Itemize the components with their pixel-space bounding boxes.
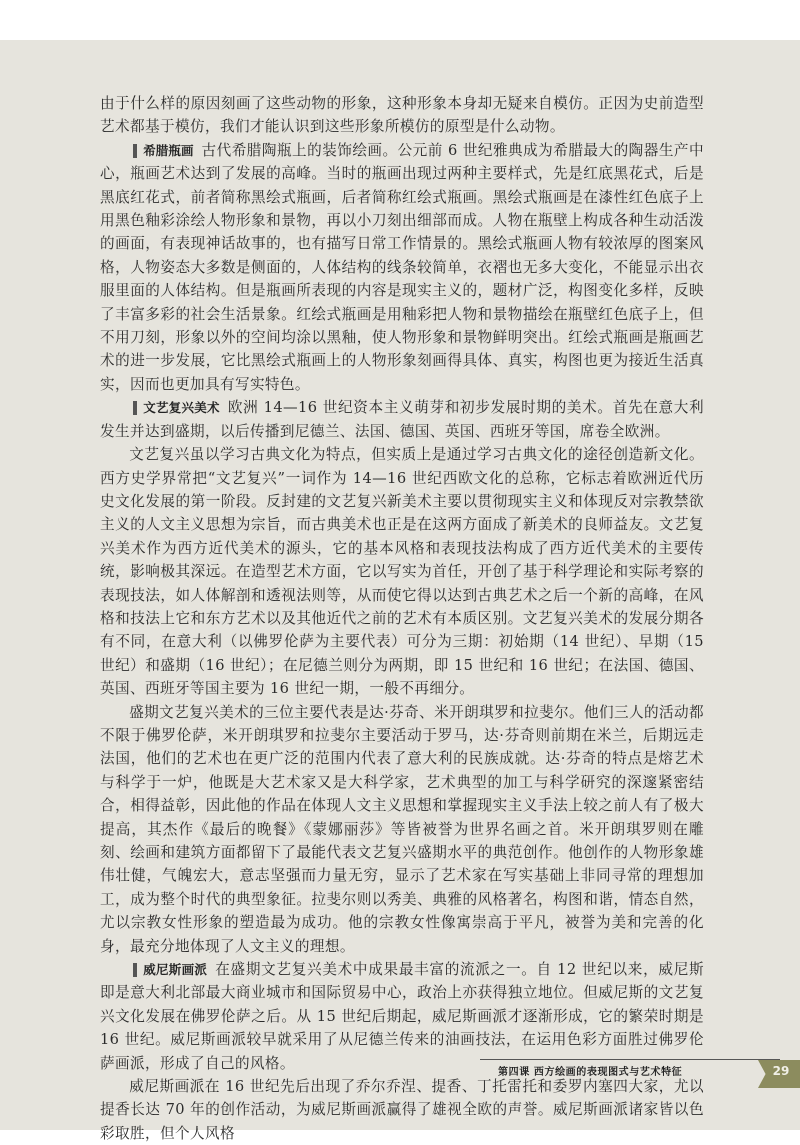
- paragraph-text: 威尼斯画派在 16 世纪先后出现了乔尔乔涅、提香、丁托雷托和委罗内塞四大家，尤以提香长达 70 年的创作活动，为威尼斯画派赢得了雄视全欧的声誉。威尼斯画派诸家皆以色彩取胜，但个人风格: [100, 1078, 704, 1142]
- page-number: 29: [772, 1064, 790, 1078]
- paragraph-text: 文艺复兴虽以学习古典文化为特点，但实质上是通过学习古典文化的途径创造新文化。西方史学界常把“文艺复兴”一词作为 14—16 世纪西欧文化的总称，它标志着欧洲近代历史文化发展的第一阶段。反封建的文艺复兴新美术主要以贯彻现实主义和体现反对宗教禁欲主义的人文主义思想为宗旨，而古典美术也正是在这两方面成了新美术的良师益友。文艺复兴美术作为西方近代美术的源头，它的基本风格和表现技法构成了西方近代美术的主要传统，影响极其深远。在造型艺术方面，它以写实为首任，开创了基于科学理论和实际考察的表现技法，如人体解剖和透视法则等，从而使它得以达到古典艺术之后一个新的高峰，在风格和技法上它和东方艺术以及其他近代之前的艺术有本质区别。文艺复兴美术的发展分期各有不同，在意大利（以佛罗伦萨为主要代表）可分为三期：初始期（14 世纪）、早期（15 世纪）和盛期（16 世纪）；在尼德兰则分为两期，即 15 世纪和 16 世纪；在法国、德国、英国、西班牙等国主要为 16 世纪一期，一般不再细分。: [100, 446, 704, 698]
- paragraph-text: 在盛期文艺复兴美术中成果最丰富的流派之一。自 12 世纪以来，威尼斯即是意大利北部最大商业城市和国际贸易中心，政治上亦获得独立地位。但威尼斯的文艺复兴文化发展在佛罗伦萨之后。从 15 世纪后期起，威尼斯画派才逐渐形成，它的繁荣时期是 16 世纪。威尼斯画派较早就采用了从尼德兰传来的油画技法，在运用色彩方面胜过佛罗伦萨画派，形成了自己的风格。: [100, 961, 704, 1072]
- term-heading: 威尼斯画派: [129, 962, 207, 977]
- paragraph-text: 由于什么样的原因刻画了这些动物的形象，这种形象本身却无疑来自模仿。正因为史前造型艺术都基于模仿，我们才能认识到这些形象所模仿的原型是什么动物。: [100, 95, 704, 136]
- paragraph: [100, 701, 704, 958]
- paragraph: [100, 396, 704, 443]
- body-text: [100, 92, 704, 1145]
- paragraph: [100, 958, 704, 1075]
- term-heading: 希腊瓶画: [129, 143, 193, 158]
- footer-rule: [480, 1059, 780, 1060]
- paragraph: [100, 1075, 704, 1145]
- paragraph-text: 欧洲 14—16 世纪资本主义萌芽和初步发展时期的美术。首先在意大利发生并达到盛期，以后传播到尼德兰、法国、德国、英国、西班牙等国，席卷全欧洲。: [100, 399, 704, 440]
- paragraph: [100, 92, 704, 139]
- paragraph: [100, 139, 704, 396]
- paragraph-text: 盛期文艺复兴美术的三位主要代表是达·芬奇、米开朗琪罗和拉斐尔。他们三人的活动都不限于佛罗伦萨，米开朗琪罗和拉斐尔主要活动于罗马，达·芬奇则前期在米兰，后期远走法国，他们的艺术也在更广泛的范围内代表了意大利的民族成就。达·芬奇的特点是熔艺术与科学于一炉，他既是大艺术家又是大科学家，艺术典型的加工与科学研究的深邃紧密结合，相得益彰，因此他的作品在体现人文主义思想和掌握现实主义手法上较之前人有了极大提高，其杰作《最后的晚餐》《蒙娜丽莎》等皆被誉为世界名画之首。米开朗琪罗则在雕刻、绘画和建筑方面都留下了最能代表文艺复兴盛期水平的典范创作。他创作的人物形象雄伟壮健，气魄宏大，意志坚强而力量无穷，显示了艺术家在写实基础上非同寻常的理想加工，成为整个时代的典型象征。拉斐尔则以秀美、典雅的风格著名，构图和谐，情态自然，尤以宗教女性形象的塑造最为成功。他的宗教女性像寓崇高于平凡，被誉为美和完善的化身，最充分地体现了人文主义的理想。: [100, 703, 704, 955]
- footer-lesson-title: 第四课 西方绘画的表现图式与艺术特征: [498, 1067, 683, 1078]
- paragraph-text: 古代希腊陶瓶上的装饰绘画。公元前 6 世纪雅典成为希腊最大的陶器生产中心，瓶画艺术达到了发展的高峰。当时的瓶画出现过两种主要样式，先是红底黑花式，后是黑底红花式，前者简称黑绘式瓶画，后者简称红绘式瓶画。黑绘式瓶画是在漆性红色底子上用黑色釉彩涂绘人物形象和景物，再以小刀刻出细部而成。人物在瓶壁上构成各种生动活泼的画面，有表现神话故事的，也有描写日常工作情景的。黑绘式瓶画人物有较浓厚的图案风格，人物姿态大多数是侧面的，人体结构的线条较简单，衣褶也无多大变化，不能显示出衣服里面的人体结构。但是瓶画所表现的内容是现实主义的，题材广泛，构图变化多样，反映了丰富多彩的社会生活景象。红绘式瓶画是用釉彩把人物和景物描绘在瓶壁红色底子上，但不用刀刻，形象以外的空间均涂以黑釉，使人物形象和景物鲜明突出。红绘式瓶画是瓶画艺术的进一步发展，它比黑绘式瓶画上的人物形象刻画得具体、真实，构图也更为接近生活真实，因而也更加具有写实特色。: [100, 141, 704, 393]
- term-heading: 文艺复兴美术: [129, 400, 220, 415]
- paragraph: [100, 443, 704, 700]
